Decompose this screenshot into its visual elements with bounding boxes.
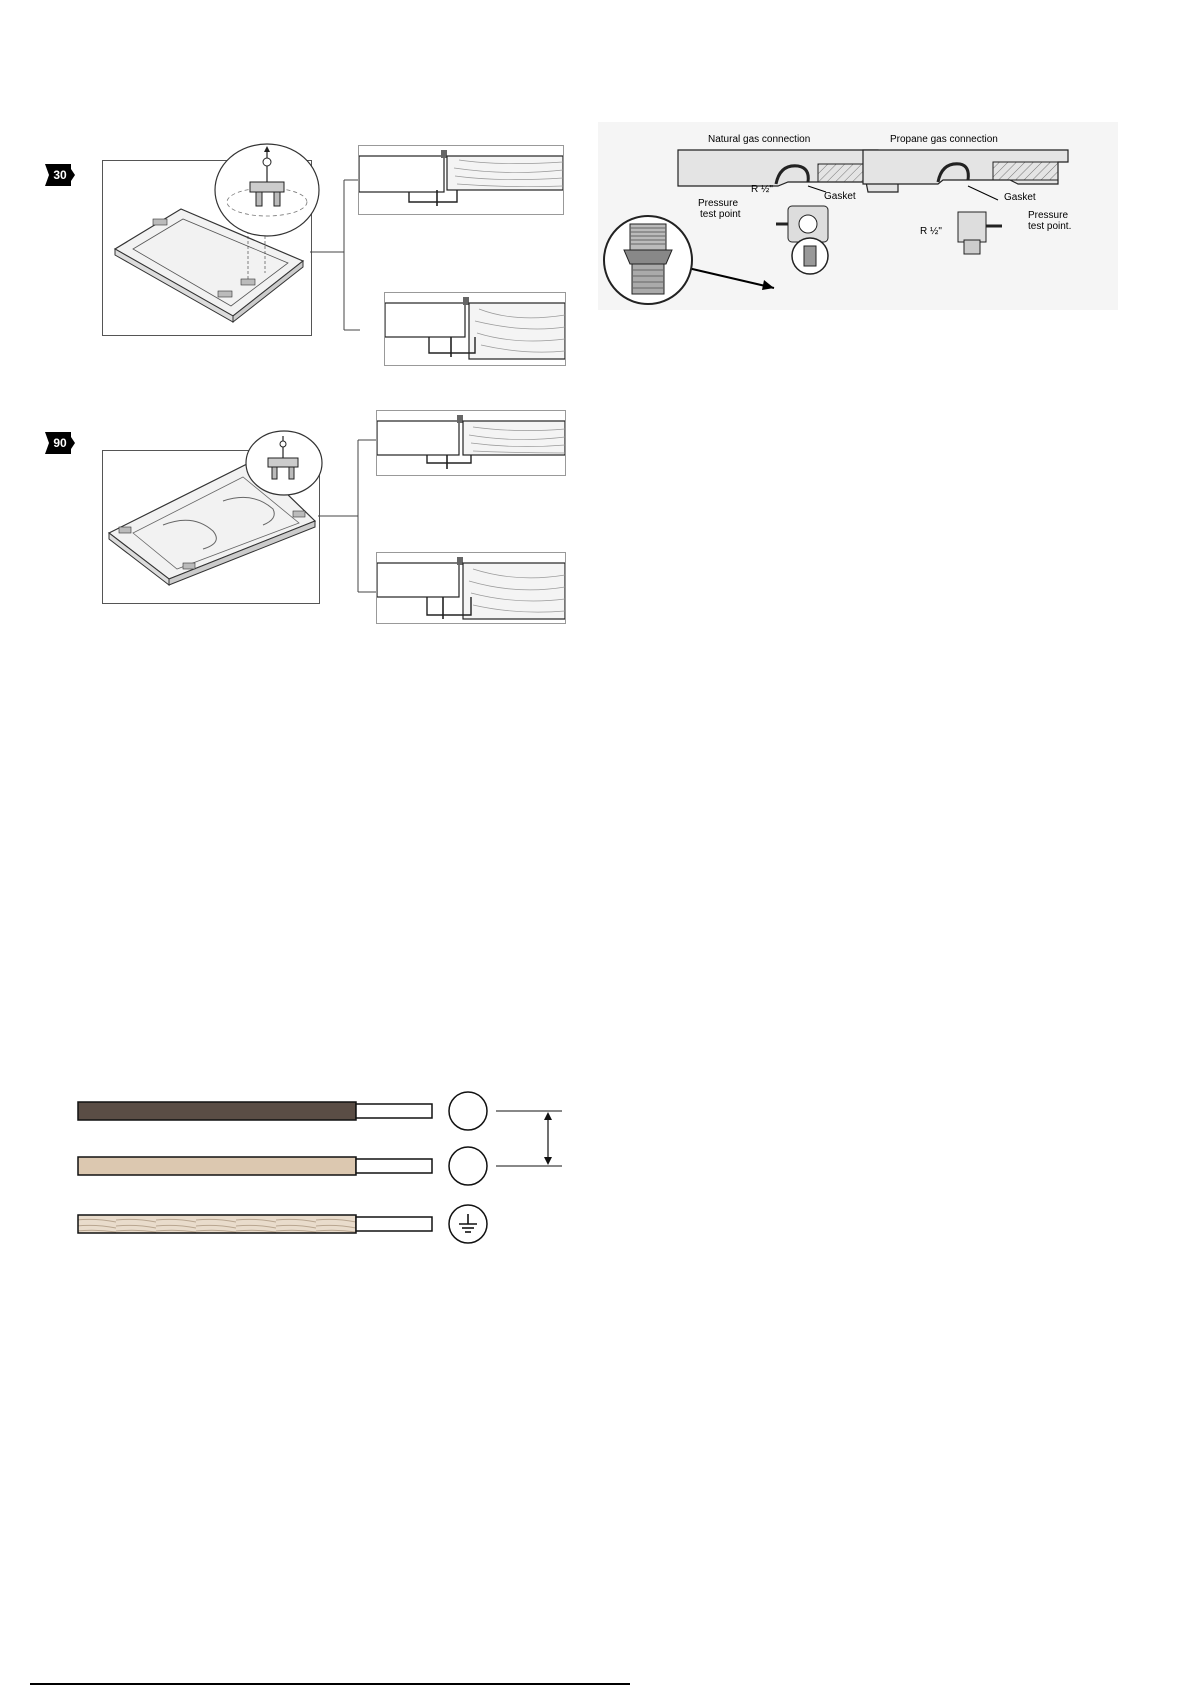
gas-connection-figure [598,122,1118,310]
earth-icon [449,1205,487,1243]
terminal-2 [449,1147,487,1185]
wire-earth [78,1215,356,1233]
propane-gasket-label: Gasket [1004,192,1036,203]
hob-30-magnifier [212,140,322,240]
wire-1 [78,1102,356,1120]
natural-gas-title: Natural gas connection [708,134,811,145]
hob-90-detail-thin-worktop [376,410,566,476]
hob-90-bracket-connector [318,430,378,600]
hob-30-bracket-connector [310,160,360,340]
natural-pressure-line1: Pressure [698,198,739,209]
terminal-1 [449,1092,487,1130]
natural-pressure-line2: test point [700,209,741,220]
voltage-arrow [544,1112,552,1165]
wiring-drawing [76,1090,576,1250]
propane-gas-title: Propane gas connection [890,134,998,145]
hob-90-magnifier [244,428,324,498]
badge-90 [45,432,75,454]
badge-90-label: 90 [53,436,67,450]
wiring-diagram [76,1090,576,1250]
hob-30-detail-thick-worktop [384,292,566,366]
natural-gasket-label: Gasket [824,191,856,202]
hob-30-detail-thin-worktop [358,145,564,215]
propane-pressure-line1: Pressure [1028,210,1069,221]
propane-thread-label: R ½" [920,226,942,237]
hob-90-detail-thick-worktop [376,552,566,624]
badge-30-label: 30 [53,168,67,182]
badge-30 [45,164,75,186]
natural-thread-label: R ½" [751,184,773,195]
propane-pressure-line2: test point. [1028,221,1072,232]
wire-2 [78,1157,356,1175]
fitting-closeup [600,212,696,308]
